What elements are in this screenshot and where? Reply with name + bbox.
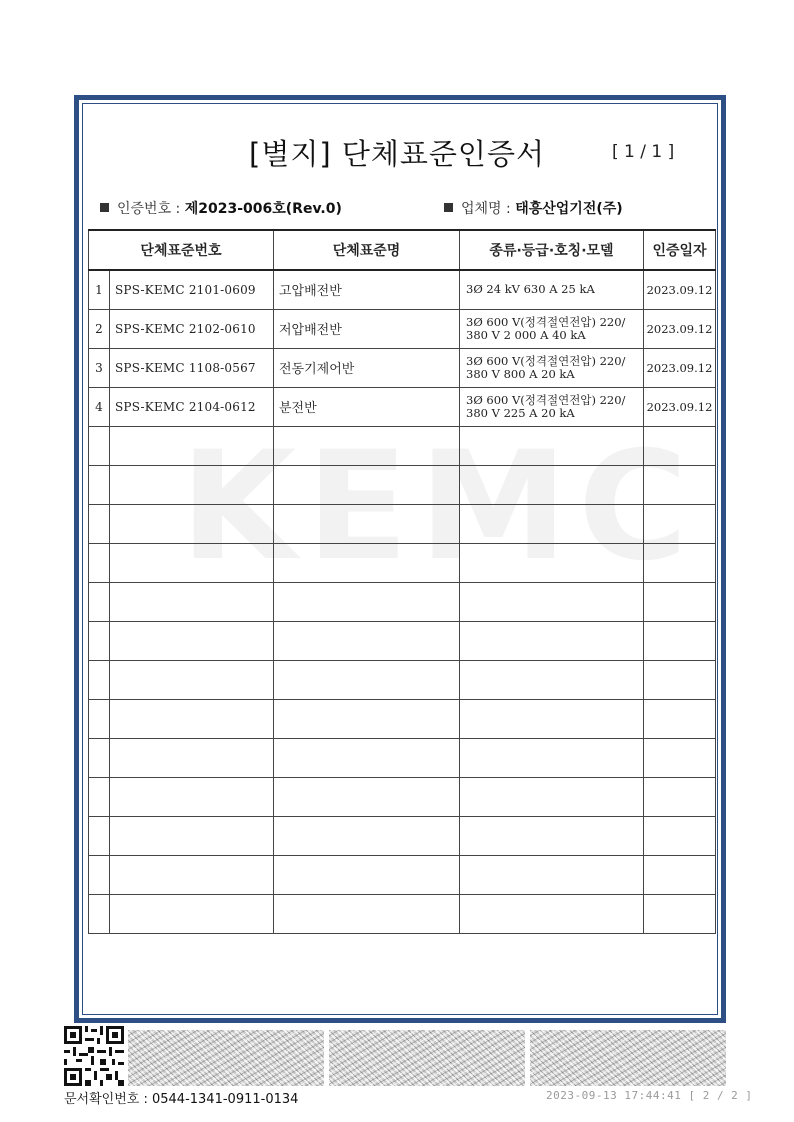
table-row [89,699,716,738]
cert-date-cell: 2023.09.12 [644,309,716,348]
table-row [89,387,716,426]
cert-date-cell [644,426,716,465]
issue-timestamp: 2023-09-13 17:44:41 [ 2 / 2 ] [546,1089,753,1102]
spec-line-1: 3Ø 600 V(정격절연전압) 220/ [466,353,626,368]
standard-number-cell [110,504,274,543]
row-number [89,621,110,660]
spec-line-2: 380 V 225 A 20 kA [466,405,575,420]
table-row [89,621,716,660]
kemc-watermark: KEMC [180,420,699,594]
company-field [444,198,623,218]
spec-cell [460,270,644,309]
table-row [89,855,716,894]
table-row [89,504,716,543]
standard-name-cell [274,504,460,543]
row-number [89,894,110,933]
spec-cell [460,426,644,465]
cert-date-cell [644,660,716,699]
table-row [89,660,716,699]
spec-cell [460,582,644,621]
row-number [89,543,110,582]
certification-table [88,229,716,934]
row-number: 1 [89,270,110,309]
table-row [89,465,716,504]
document-title: [별지] 단체표준인증서 [249,137,545,171]
standard-number-cell [110,738,274,777]
cert-number-label: 인증번호 : [117,201,181,217]
standard-name-cell [274,816,460,855]
standard-number-cell [110,894,274,933]
spec-cell [460,504,644,543]
standard-name-cell [274,543,460,582]
spec-line-1: 3Ø 24 kV 630 A 25 kA [466,282,595,297]
cert-date-cell: 2023.09.12 [644,387,716,426]
table-row [89,270,716,309]
standard-name-cell [274,582,460,621]
table-row [89,777,716,816]
company-label: 업체명 : [461,201,511,217]
row-number [89,738,110,777]
standard-number-cell: SPS-KEMC 1108-0567 [110,348,274,387]
cert-date-cell [644,816,716,855]
standard-name-cell: 저압배전반 [274,309,460,348]
standard-number-cell [110,426,274,465]
spec-cell [460,777,644,816]
spec-cell [460,348,644,387]
header-cert-date: 인증일자 [644,230,716,270]
standard-name-cell [274,738,460,777]
standard-number-cell [110,816,274,855]
cert-date-cell [644,621,716,660]
spec-cell [460,894,644,933]
standard-name-cell [274,426,460,465]
cert-number-field [100,198,342,218]
table-row [89,816,716,855]
spec-cell [460,738,644,777]
table-row [89,738,716,777]
table-row [89,426,716,465]
cert-date-cell [644,738,716,777]
row-number [89,504,110,543]
standard-number-cell [110,543,274,582]
cert-date-cell [644,894,716,933]
spec-cell [460,660,644,699]
row-number [89,816,110,855]
standard-number-cell [110,621,274,660]
standard-number-cell: SPS-KEMC 2102-0610 [110,309,274,348]
cert-date-cell [644,504,716,543]
table-header-row [89,230,716,270]
standard-number-cell [110,699,274,738]
qr-code-icon [64,1026,124,1086]
standard-name-cell [274,855,460,894]
spec-cell [460,387,644,426]
row-number [89,855,110,894]
spec-cell [460,543,644,582]
table-row [89,894,716,933]
spec-cell [460,816,644,855]
page-indicator: [ 1 / 1 ] [612,142,675,162]
standard-number-cell [110,855,274,894]
header-type-grade-model: 종류·등급·호칭·모델 [460,230,644,270]
standard-number-cell: SPS-KEMC 2101-0609 [110,270,274,309]
cert-date-cell [644,582,716,621]
document-verification-number: 문서확인번호 : 0544-1341-0911-0134 [64,1092,299,1107]
security-pattern [128,1030,324,1086]
standard-name-cell: 분전반 [274,387,460,426]
header-standard-name: 단체표준명 [274,230,460,270]
cert-number-value: 제2023-006호(Rev.0) [184,201,342,217]
cert-date-cell [644,855,716,894]
row-number [89,426,110,465]
table-row [89,309,716,348]
table-row [89,348,716,387]
standard-number-cell [110,777,274,816]
header-standard-number: 단체표준번호 [89,230,274,270]
cert-date-cell [644,777,716,816]
spec-line-1: 3Ø 600 V(정격절연전압) 220/ [466,392,626,407]
spec-cell [460,699,644,738]
standard-number-cell [110,660,274,699]
spec-line-1: 3Ø 600 V(정격절연전압) 220/ [466,314,626,329]
spec-cell [460,621,644,660]
standard-name-cell [274,894,460,933]
spec-cell [460,465,644,504]
table-row [89,582,716,621]
company-value: 태흥산업기전(주) [515,201,623,217]
spec-cell [460,309,644,348]
cert-date-cell: 2023.09.12 [644,348,716,387]
security-pattern [530,1030,726,1086]
standard-name-cell [274,621,460,660]
standard-name-cell [274,465,460,504]
row-number [89,582,110,621]
cert-date-cell [644,543,716,582]
row-number [89,777,110,816]
row-number: 4 [89,387,110,426]
standard-number-cell [110,582,274,621]
bullet-square-icon [100,203,109,212]
standard-number-cell [110,465,274,504]
cert-date-cell: 2023.09.12 [644,270,716,309]
standard-name-cell: 고압배전반 [274,270,460,309]
spec-line-2: 380 V 2 000 A 40 kA [466,327,586,342]
row-number [89,465,110,504]
spec-line-2: 380 V 800 A 20 kA [466,366,575,381]
security-pattern [329,1030,525,1086]
row-number [89,699,110,738]
standard-name-cell [274,777,460,816]
row-number: 2 [89,309,110,348]
standard-name-cell [274,660,460,699]
row-number: 3 [89,348,110,387]
bullet-square-icon [444,203,453,212]
standard-name-cell [274,699,460,738]
spec-cell [460,855,644,894]
cert-date-cell [644,465,716,504]
row-number [89,660,110,699]
standard-number-cell: SPS-KEMC 2104-0612 [110,387,274,426]
table-row [89,543,716,582]
standard-name-cell: 전동기제어반 [274,348,460,387]
cert-date-cell [644,699,716,738]
